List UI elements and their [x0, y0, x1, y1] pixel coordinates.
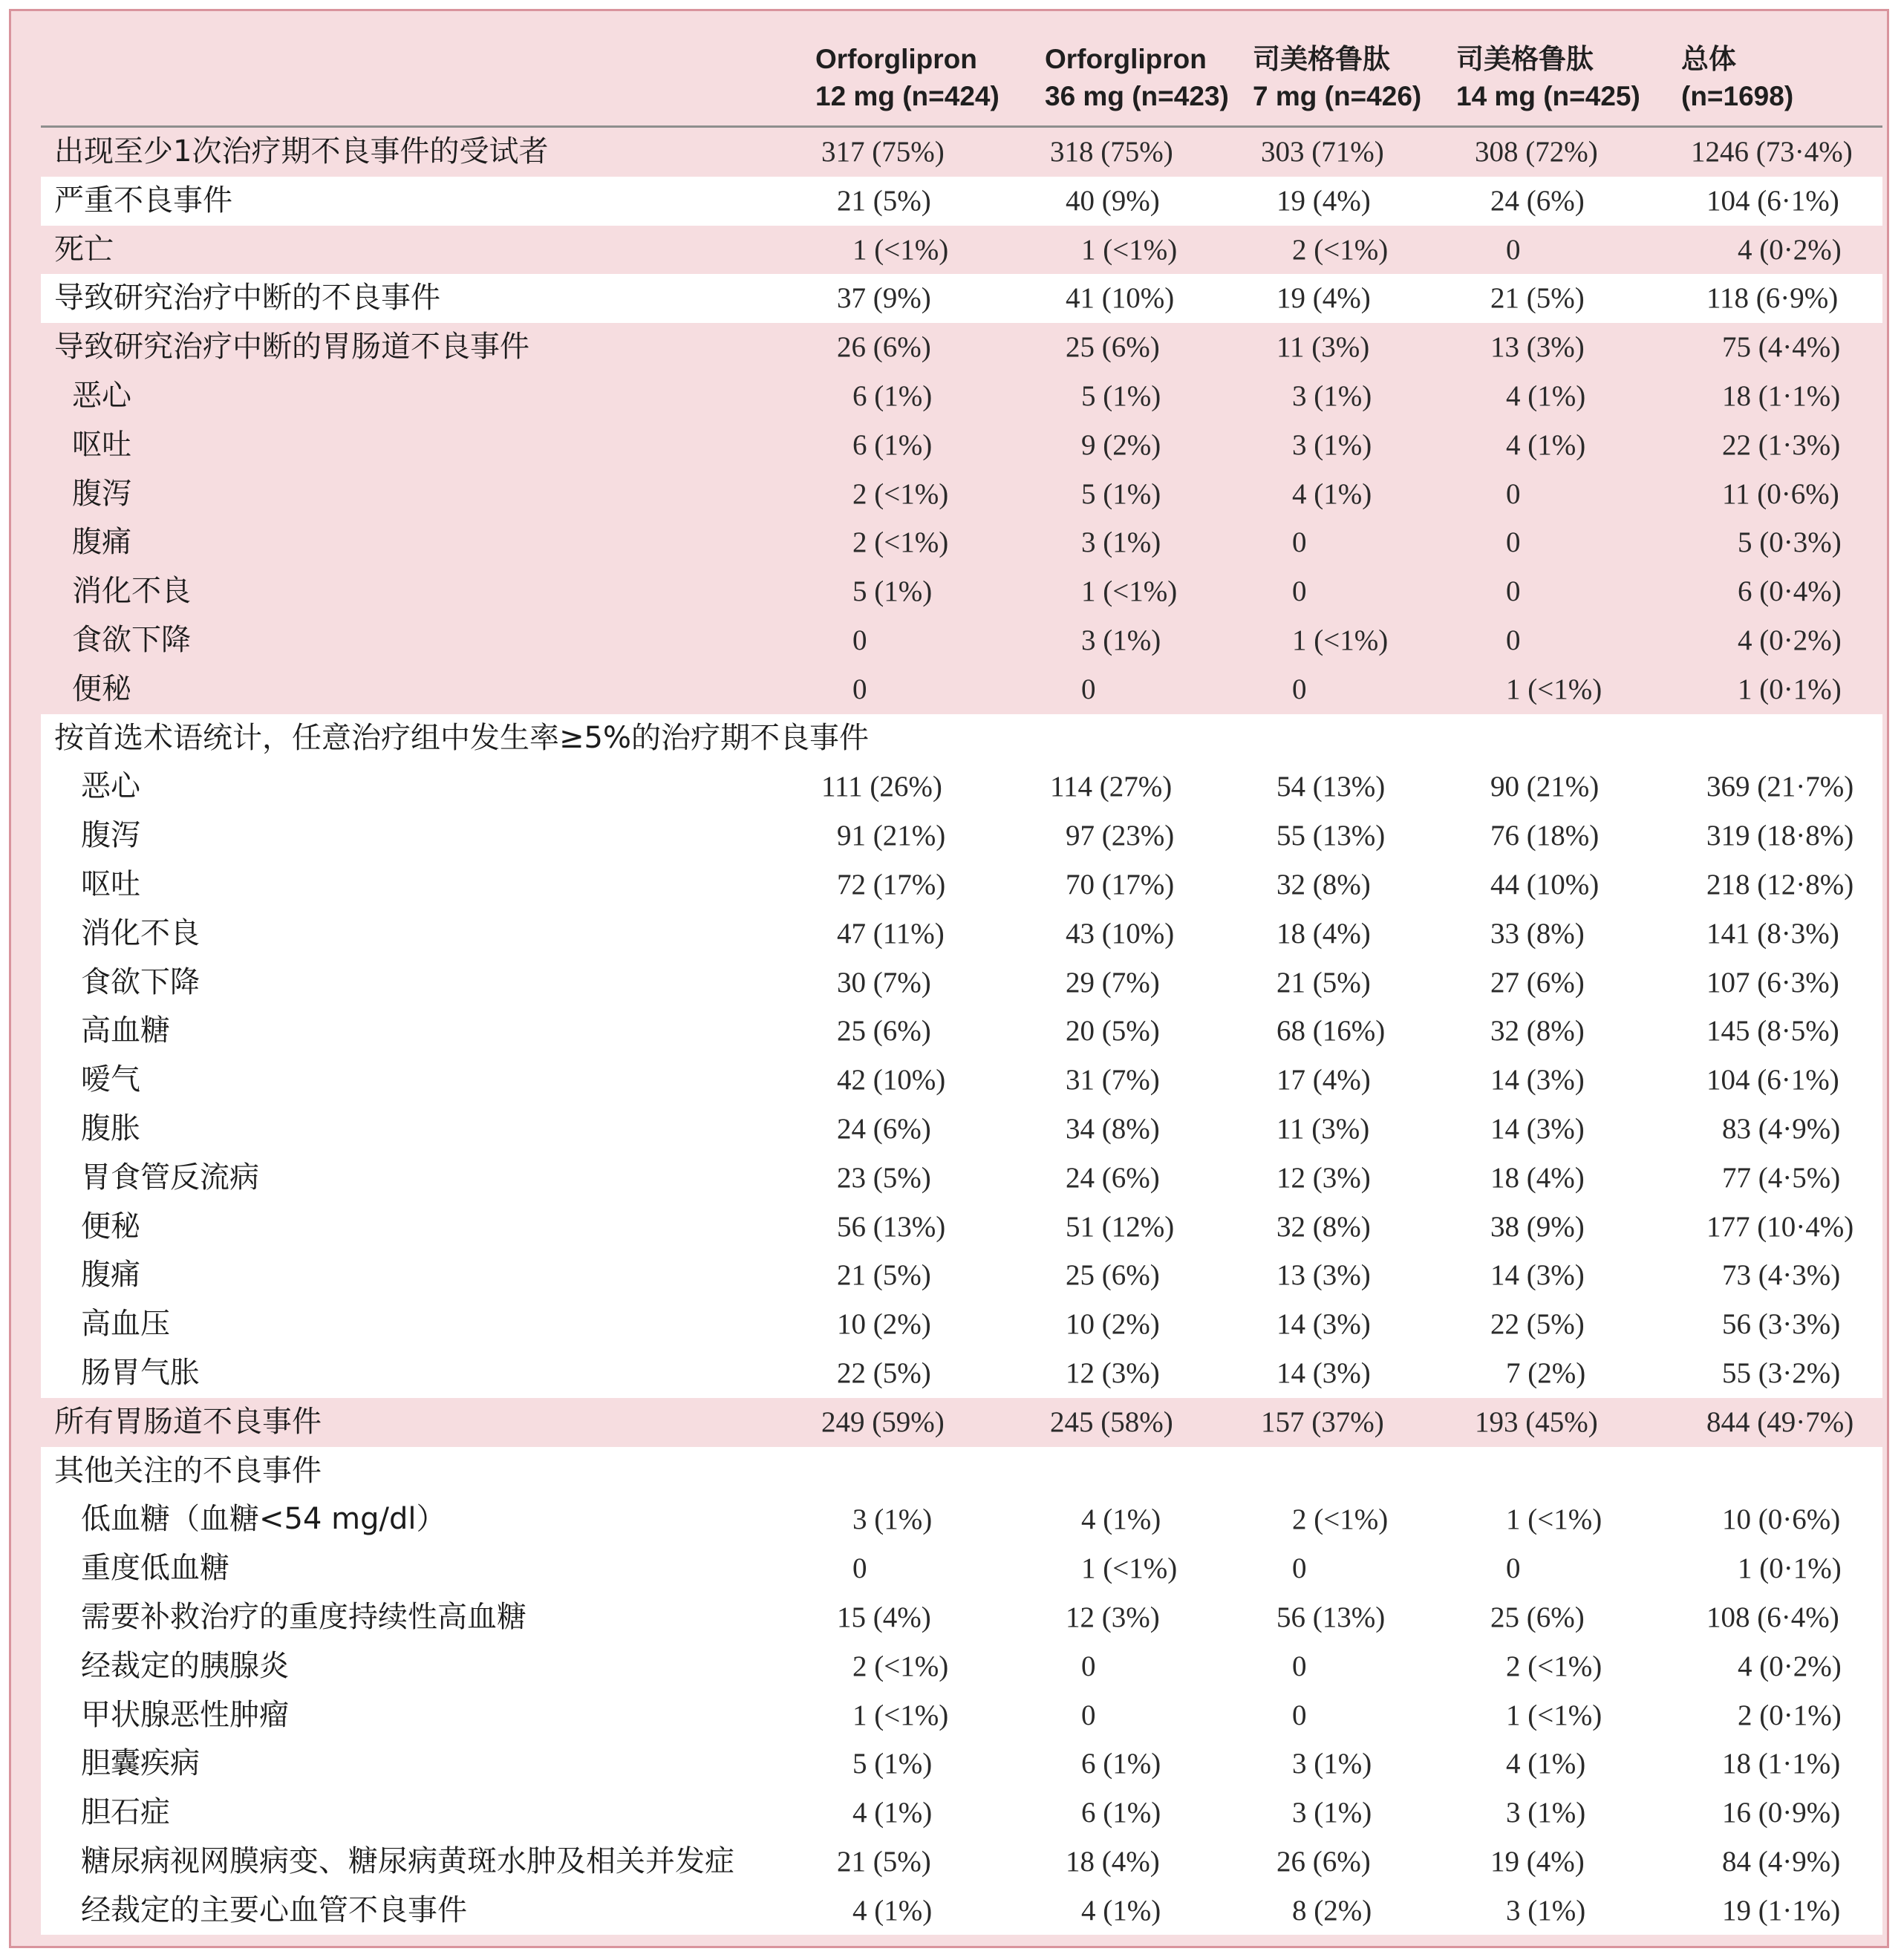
- table-header: [41, 33, 1882, 128]
- cell-value: 318 (75%): [1050, 136, 1173, 168]
- cell-value: 91 (21%): [837, 820, 946, 852]
- cell-value: 14 (3%): [1490, 1259, 1585, 1292]
- cell-value: 21 (5%): [837, 1259, 931, 1292]
- cell-value: 0: [1506, 624, 1521, 656]
- cell-value: 29 (7%): [1066, 966, 1160, 999]
- cell-value: 1 (0·1%): [1738, 1552, 1842, 1585]
- row-label: 肠胃气胀: [81, 1355, 200, 1390]
- row-label: 糖尿病视网膜病变、糖尿病黄斑水肿及相关并发症: [81, 1843, 734, 1878]
- cell-value: 1 (<1%): [1081, 575, 1178, 608]
- cell-value: 14 (3%): [1490, 1064, 1585, 1097]
- cell-value: 0: [852, 624, 867, 656]
- cell-value: 6 (1%): [1081, 1748, 1161, 1780]
- table-row: [41, 1300, 1882, 1349]
- cell-value: 19 (4%): [1276, 184, 1371, 217]
- table-row: [41, 1788, 1882, 1838]
- cell-value: 1 (<1%): [852, 233, 949, 266]
- cell-value: 24 (6%): [1490, 184, 1585, 217]
- table-row: [41, 1105, 1882, 1154]
- cell-value: 303 (71%): [1261, 136, 1384, 168]
- adverse-events-table: [41, 33, 1882, 1935]
- cell-value: 72 (17%): [837, 868, 946, 901]
- cell-value: 42 (10%): [837, 1064, 946, 1097]
- cell-value: 4 (1%): [1081, 1894, 1161, 1927]
- cell-value: 5 (0·3%): [1738, 526, 1842, 559]
- table-row: [41, 1007, 1882, 1056]
- cell-value: 3 (1%): [1292, 379, 1372, 412]
- table-row: [41, 518, 1882, 567]
- table-row: [41, 1886, 1882, 1936]
- row-label: 胆石症: [81, 1795, 170, 1830]
- cell-value: 0: [1292, 1650, 1307, 1682]
- row-label: 按首选术语统计，任意治疗组中发生率≥5%的治疗期不良事件: [54, 720, 869, 755]
- cell-value: 18 (4%): [1066, 1845, 1160, 1878]
- table-row: [41, 1056, 1882, 1105]
- cell-value: 56 (3·3%): [1722, 1308, 1841, 1341]
- row-label: 嗳气: [81, 1062, 140, 1097]
- cell-value: 97 (23%): [1066, 820, 1175, 852]
- row-label: 甲状腺恶性肿瘤: [81, 1697, 289, 1732]
- table-row: [41, 1838, 1882, 1886]
- cell-value: 4 (1%): [1506, 428, 1586, 461]
- row-label: 高血糖: [81, 1013, 170, 1048]
- cell-value: 10 (2%): [837, 1308, 931, 1341]
- table-row: [41, 567, 1882, 616]
- cell-value: 6 (1%): [852, 428, 933, 461]
- table-row: [41, 421, 1882, 470]
- cell-value: 5 (1%): [852, 1748, 933, 1780]
- row-label: 胃食管反流病: [81, 1160, 259, 1195]
- cell-value: 0: [852, 673, 867, 705]
- row-label: 胆囊疾病: [81, 1746, 200, 1781]
- cell-value: 2 (<1%): [852, 1650, 949, 1682]
- table-row: [41, 226, 1882, 275]
- table-row: [41, 372, 1882, 421]
- cell-value: 3 (1%): [852, 1503, 933, 1536]
- cell-value: 18 (1·1%): [1722, 379, 1841, 412]
- cell-value: 17 (4%): [1276, 1064, 1371, 1097]
- cell-value: 5 (1%): [1081, 379, 1161, 412]
- cell-value: 141 (8·3%): [1706, 917, 1839, 950]
- row-label: 消化不良: [72, 574, 191, 609]
- cell-value: 4 (1%): [852, 1894, 933, 1927]
- table-row: [41, 177, 1882, 226]
- row-label: 恶心: [81, 769, 140, 804]
- cell-value: 114 (27%): [1050, 771, 1173, 803]
- row-label: 呕吐: [72, 427, 131, 462]
- cell-value: 73 (4·3%): [1722, 1259, 1841, 1292]
- cell-value: 317 (75%): [821, 136, 945, 168]
- cell-value: 0: [1292, 1699, 1307, 1731]
- cell-value: 70 (17%): [1066, 868, 1175, 901]
- column-header-line2: (n=1698): [1681, 81, 1794, 111]
- row-label: 腹泻: [72, 476, 131, 511]
- cell-value: 21 (5%): [1276, 966, 1371, 999]
- cell-value: 0: [1081, 673, 1096, 705]
- cell-value: 22 (5%): [1490, 1308, 1585, 1341]
- cell-value: 19 (1·1%): [1722, 1894, 1841, 1927]
- table-row: [41, 909, 1882, 958]
- cell-value: 1 (<1%): [852, 1699, 949, 1731]
- cell-value: 369 (21·7%): [1706, 771, 1854, 803]
- cell-value: 9 (2%): [1081, 428, 1161, 461]
- cell-value: 4 (1%): [1292, 477, 1372, 510]
- row-label: 腹痛: [72, 525, 131, 560]
- cell-value: 40 (9%): [1066, 184, 1160, 217]
- cell-value: 27 (6%): [1490, 966, 1585, 999]
- table-row: [41, 470, 1882, 519]
- cell-value: 32 (8%): [1276, 868, 1371, 901]
- table-row: [41, 323, 1882, 372]
- cell-value: 51 (12%): [1066, 1210, 1175, 1243]
- cell-value: 1 (<1%): [1081, 233, 1178, 266]
- cell-value: 3 (1%): [1292, 428, 1372, 461]
- row-label: 所有胃肠道不良事件: [54, 1404, 322, 1439]
- cell-value: 6 (1%): [1081, 1797, 1161, 1829]
- row-label: 高血压: [81, 1307, 170, 1342]
- cell-value: 104 (6·1%): [1706, 1064, 1839, 1097]
- row-label: 恶心: [72, 378, 131, 413]
- column-header-2: [1045, 41, 1229, 115]
- column-header-line1: 司美格鲁肽: [1253, 44, 1390, 74]
- table-row: [41, 1544, 1882, 1593]
- column-header-line1: Orforglipron: [815, 44, 977, 74]
- row-label: 腹泻: [81, 818, 140, 853]
- cell-value: 249 (59%): [821, 1405, 945, 1438]
- cell-value: 15 (4%): [837, 1601, 931, 1633]
- cell-value: 90 (21%): [1490, 771, 1600, 803]
- cell-value: 25 (6%): [1066, 331, 1160, 364]
- row-label: 腹痛: [81, 1258, 140, 1293]
- cell-value: 2 (<1%): [1506, 1650, 1602, 1682]
- table-row: [41, 1251, 1882, 1300]
- cell-value: 1 (<1%): [1292, 624, 1389, 656]
- row-label: 呕吐: [81, 866, 140, 901]
- table-row: [41, 1349, 1882, 1398]
- cell-value: 0: [1081, 1699, 1096, 1731]
- table-row: [41, 1154, 1882, 1203]
- row-label: 便秘: [72, 671, 131, 706]
- table-row: [41, 1203, 1882, 1252]
- row-label: 腹胀: [81, 1111, 140, 1146]
- table-row: [41, 128, 1882, 177]
- cell-value: 2 (0·1%): [1738, 1699, 1842, 1731]
- cell-value: 108 (6·4%): [1706, 1601, 1839, 1633]
- cell-value: 34 (8%): [1066, 1112, 1160, 1145]
- cell-value: 37 (9%): [837, 282, 931, 315]
- cell-value: 1246 (73·4%): [1691, 136, 1853, 168]
- column-header-line2: 36 mg (n=423): [1045, 81, 1229, 111]
- row-label: 出现至少1次治疗期不良事件的受试者: [54, 134, 549, 169]
- column-header-5: [1681, 41, 1793, 115]
- cell-value: 844 (49·7%): [1706, 1405, 1854, 1438]
- cell-value: 19 (4%): [1490, 1845, 1585, 1878]
- column-header-3: [1253, 41, 1421, 115]
- cell-value: 20 (5%): [1066, 1015, 1160, 1048]
- cell-value: 30 (7%): [837, 966, 931, 999]
- cell-value: 0: [1292, 1552, 1307, 1585]
- cell-value: 56 (13%): [1276, 1601, 1386, 1633]
- cell-value: 75 (4·4%): [1722, 331, 1841, 364]
- cell-value: 0: [1081, 1650, 1096, 1682]
- cell-value: 218 (12·8%): [1706, 868, 1854, 901]
- cell-value: 26 (6%): [837, 331, 931, 364]
- cell-value: 7 (2%): [1506, 1356, 1586, 1389]
- cell-value: 3 (1%): [1292, 1797, 1372, 1829]
- cell-value: 104 (6·1%): [1706, 184, 1839, 217]
- cell-value: 56 (13%): [837, 1210, 946, 1243]
- cell-value: 25 (6%): [837, 1015, 931, 1048]
- row-label: 食欲下降: [81, 964, 200, 999]
- table-row: [41, 616, 1882, 665]
- cell-value: 12 (3%): [1066, 1601, 1160, 1633]
- cell-value: 41 (10%): [1066, 282, 1175, 315]
- table-row: [41, 1691, 1882, 1740]
- row-label: 食欲下降: [72, 622, 191, 657]
- cell-value: 2 (<1%): [1292, 233, 1389, 266]
- column-header-1: [815, 41, 1000, 115]
- cell-value: 308 (72%): [1475, 136, 1598, 168]
- cell-value: 0: [1506, 1552, 1521, 1585]
- row-label: 需要补救治疗的重度持续性高血糖: [81, 1599, 526, 1634]
- cell-value: 0: [1506, 233, 1521, 266]
- table-row: [41, 1642, 1882, 1691]
- cell-value: 157 (37%): [1261, 1405, 1384, 1438]
- cell-value: 14 (3%): [1490, 1112, 1585, 1145]
- cell-value: 14 (3%): [1276, 1356, 1371, 1389]
- cell-value: 54 (13%): [1276, 771, 1386, 803]
- column-header-line1: 总体: [1681, 44, 1736, 74]
- row-label: 经裁定的胰腺炎: [81, 1648, 289, 1683]
- table-row: [41, 274, 1882, 323]
- cell-value: 3 (1%): [1081, 526, 1161, 559]
- cell-value: 22 (5%): [837, 1356, 931, 1389]
- cell-value: 12 (3%): [1066, 1356, 1160, 1389]
- table-row: [41, 714, 1882, 763]
- table-row: [41, 860, 1882, 909]
- cell-value: 10 (0·6%): [1722, 1503, 1841, 1536]
- cell-value: 0: [1506, 526, 1521, 559]
- cell-value: 3 (1%): [1506, 1797, 1586, 1829]
- column-header-4: [1456, 41, 1640, 115]
- column-header-line1: Orforglipron: [1045, 44, 1207, 74]
- cell-value: 25 (6%): [1066, 1259, 1160, 1292]
- row-label: 低血糖（血糖<54 mg/dl）: [81, 1502, 446, 1537]
- cell-value: 13 (3%): [1276, 1259, 1371, 1292]
- row-label: 严重不良事件: [54, 183, 232, 218]
- cell-value: 19 (4%): [1276, 282, 1371, 315]
- table-row: [41, 665, 1882, 714]
- cell-value: 3 (1%): [1506, 1894, 1586, 1927]
- cell-value: 3 (1%): [1081, 624, 1161, 656]
- cell-value: 4 (1%): [1081, 1503, 1161, 1536]
- cell-value: 11 (0·6%): [1722, 477, 1839, 510]
- cell-value: 111 (26%): [821, 771, 942, 803]
- cell-value: 1 (<1%): [1506, 673, 1602, 705]
- table-body: [41, 128, 1882, 1935]
- cell-value: 0: [852, 1552, 867, 1585]
- cell-value: 6 (1%): [852, 379, 933, 412]
- cell-value: 4 (1%): [1506, 1748, 1586, 1780]
- row-label: 死亡: [54, 232, 114, 267]
- cell-value: 24 (6%): [1066, 1161, 1160, 1194]
- row-label: 经裁定的主要心血管不良事件: [81, 1892, 467, 1927]
- cell-value: 4 (1%): [852, 1797, 933, 1829]
- column-header-line2: 7 mg (n=426): [1253, 81, 1422, 111]
- cell-value: 4 (1%): [1506, 379, 1586, 412]
- cell-value: 16 (0·9%): [1722, 1797, 1841, 1829]
- cell-value: 1 (<1%): [1506, 1699, 1602, 1731]
- cell-value: 18 (4%): [1490, 1161, 1585, 1194]
- cell-value: 33 (8%): [1490, 917, 1585, 950]
- cell-value: 55 (3·2%): [1722, 1356, 1841, 1389]
- cell-value: 11 (3%): [1276, 1112, 1370, 1145]
- row-label: 导致研究治疗中断的不良事件: [54, 281, 440, 316]
- cell-value: 245 (58%): [1050, 1405, 1173, 1438]
- row-label: 便秘: [81, 1209, 140, 1244]
- cell-value: 21 (5%): [1490, 282, 1585, 315]
- cell-value: 24 (6%): [837, 1112, 931, 1145]
- cell-value: 319 (18·8%): [1706, 820, 1854, 852]
- cell-value: 0: [1292, 673, 1307, 705]
- cell-value: 47 (11%): [837, 917, 945, 950]
- cell-value: 14 (3%): [1276, 1308, 1371, 1341]
- cell-value: 2 (<1%): [1292, 1503, 1389, 1536]
- cell-value: 84 (4·9%): [1722, 1845, 1841, 1878]
- cell-value: 38 (9%): [1490, 1210, 1585, 1243]
- cell-value: 18 (1·1%): [1722, 1748, 1841, 1780]
- cell-value: 177 (10·4%): [1706, 1210, 1854, 1243]
- cell-value: 23 (5%): [837, 1161, 931, 1194]
- table-row: [41, 1740, 1882, 1788]
- cell-value: 43 (10%): [1066, 917, 1175, 950]
- table-row: [41, 1398, 1882, 1447]
- cell-value: 0: [1506, 477, 1521, 510]
- cell-value: 83 (4·9%): [1722, 1112, 1841, 1145]
- cell-value: 44 (10%): [1490, 868, 1600, 901]
- cell-value: 5 (1%): [1081, 477, 1161, 510]
- table-row: [41, 762, 1882, 811]
- row-label: 重度低血糖: [81, 1551, 229, 1586]
- cell-value: 26 (6%): [1276, 1845, 1371, 1878]
- cell-value: 76 (18%): [1490, 820, 1600, 852]
- column-header-line2: 12 mg (n=424): [815, 81, 1000, 111]
- cell-value: 21 (5%): [837, 184, 931, 217]
- cell-value: 0: [1506, 575, 1521, 608]
- cell-value: 118 (6·9%): [1706, 282, 1839, 315]
- table-row: [41, 811, 1882, 860]
- cell-value: 145 (8·5%): [1706, 1015, 1839, 1048]
- row-label: 其他关注的不良事件: [54, 1453, 322, 1488]
- row-label: 消化不良: [81, 915, 200, 950]
- cell-value: 0: [1292, 526, 1307, 559]
- cell-value: 10 (2%): [1066, 1308, 1160, 1341]
- cell-value: 6 (0·4%): [1738, 575, 1842, 608]
- table-frame: [9, 9, 1889, 1948]
- table-row: [41, 1447, 1882, 1496]
- cell-value: 2 (<1%): [852, 477, 949, 510]
- cell-value: 4 (0·2%): [1738, 233, 1842, 266]
- cell-value: 77 (4·5%): [1722, 1161, 1841, 1194]
- cell-value: 31 (7%): [1066, 1064, 1160, 1097]
- cell-value: 107 (6·3%): [1706, 966, 1839, 999]
- cell-value: 68 (16%): [1276, 1015, 1386, 1048]
- cell-value: 1 (<1%): [1506, 1503, 1602, 1536]
- cell-value: 4 (0·2%): [1738, 1650, 1842, 1682]
- cell-value: 1 (0·1%): [1738, 673, 1842, 705]
- column-header-line1: 司美格鲁肽: [1456, 44, 1594, 74]
- cell-value: 4 (0·2%): [1738, 624, 1842, 656]
- cell-value: 0: [1292, 575, 1307, 608]
- cell-value: 193 (45%): [1475, 1405, 1598, 1438]
- cell-value: 13 (3%): [1490, 331, 1585, 364]
- column-header-line2: 14 mg (n=425): [1456, 81, 1640, 111]
- table-row: [41, 1593, 1882, 1642]
- row-label: 导致研究治疗中断的胃肠道不良事件: [54, 330, 529, 365]
- cell-value: 1 (<1%): [1081, 1552, 1178, 1585]
- table-row: [41, 958, 1882, 1007]
- cell-value: 25 (6%): [1490, 1601, 1585, 1633]
- cell-value: 11 (3%): [1276, 331, 1370, 364]
- cell-value: 55 (13%): [1276, 820, 1386, 852]
- cell-value: 22 (1·3%): [1722, 428, 1841, 461]
- cell-value: 3 (1%): [1292, 1748, 1372, 1780]
- table-row: [41, 1495, 1882, 1544]
- cell-value: 12 (3%): [1276, 1161, 1371, 1194]
- cell-value: 21 (5%): [837, 1845, 931, 1878]
- cell-value: 18 (4%): [1276, 917, 1371, 950]
- cell-value: 2 (<1%): [852, 526, 949, 559]
- cell-value: 8 (2%): [1292, 1894, 1372, 1927]
- cell-value: 32 (8%): [1276, 1210, 1371, 1243]
- cell-value: 5 (1%): [852, 575, 933, 608]
- cell-value: 32 (8%): [1490, 1015, 1585, 1048]
